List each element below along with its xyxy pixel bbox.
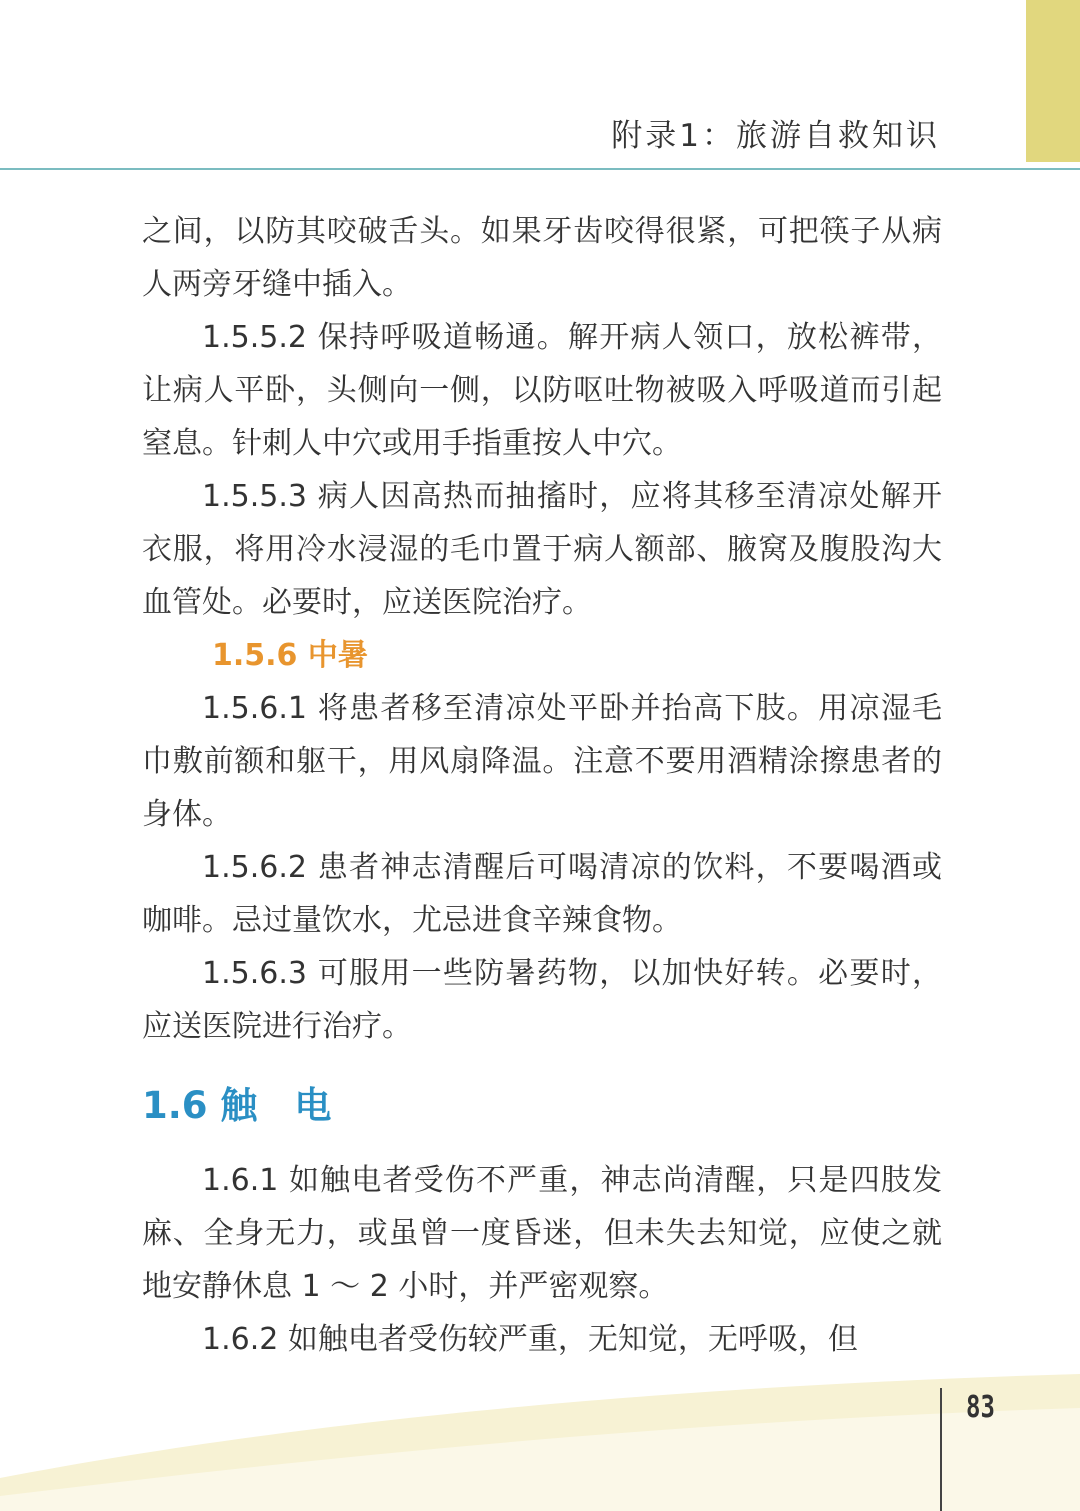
paragraph-continuation: 之间，以防其咬破舌头。如果牙齿咬得很紧，可把筷子从病人两旁牙缝中插入。 — [142, 214, 942, 302]
paragraph-1-5-6-1: 1.5.6.1 将患者移至清凉处平卧并抬高下肢。用凉湿毛巾敷前额和躯干，用风扇降温。注意不要用酒精涂擦患者的身体。 — [142, 691, 942, 832]
paragraph-1-5-5-3: 1.5.5.3 病人因高热而抽搐时，应将其移至清凉处解开衣服，将用冷水浸湿的毛巾置于病人额部、腋窝及腹股沟大血管处。必要时，应送医院治疗。 — [142, 479, 942, 620]
subheading-1-5-6: 1.5.6 中暑 — [212, 638, 368, 673]
paragraph-1-5-5-2: 1.5.5.2 保持呼吸道畅通。解开病人领口，放松裤带，让病人平卧，头侧向一侧，以防呕吐物被吸入呼吸道而引起窒息。针刺人中穴或用手指重按人中穴。 — [142, 320, 942, 461]
page-number: 83 — [966, 1390, 995, 1425]
paragraph-1-5-6-2: 1.5.6.2 患者神志清醒后可喝清凉的饮料，不要喝酒或咖啡。忌过量饮水，尤忌进食辛辣食物。 — [142, 850, 942, 938]
paragraph-1-6-1: 1.6.1 如触电者受伤不严重，神志尚清醒，只是四肢发麻、全身无力，或虽曾一度昏迷，但未失去知觉，应使之就地安静休息 1 ～ 2 小时，并严密观察。 — [142, 1163, 942, 1304]
header-color-tab — [1026, 0, 1080, 162]
section-heading-1-6: 1.6 触 电 — [142, 1084, 332, 1127]
footer-divider — [940, 1388, 942, 1511]
page-content — [142, 205, 942, 1366]
paragraph-1-6-2: 1.6.2 如触电者受伤较严重，无知觉，无呼吸，但 — [202, 1322, 858, 1357]
header-divider — [0, 168, 1080, 170]
footer-decoration — [0, 1360, 1080, 1511]
paragraph-1-5-6-3: 1.5.6.3 可服用一些防暑药物，以加快好转。必要时，应送医院进行治疗。 — [142, 956, 942, 1044]
page-header-title: 附录1：旅游自救知识 — [611, 118, 940, 154]
